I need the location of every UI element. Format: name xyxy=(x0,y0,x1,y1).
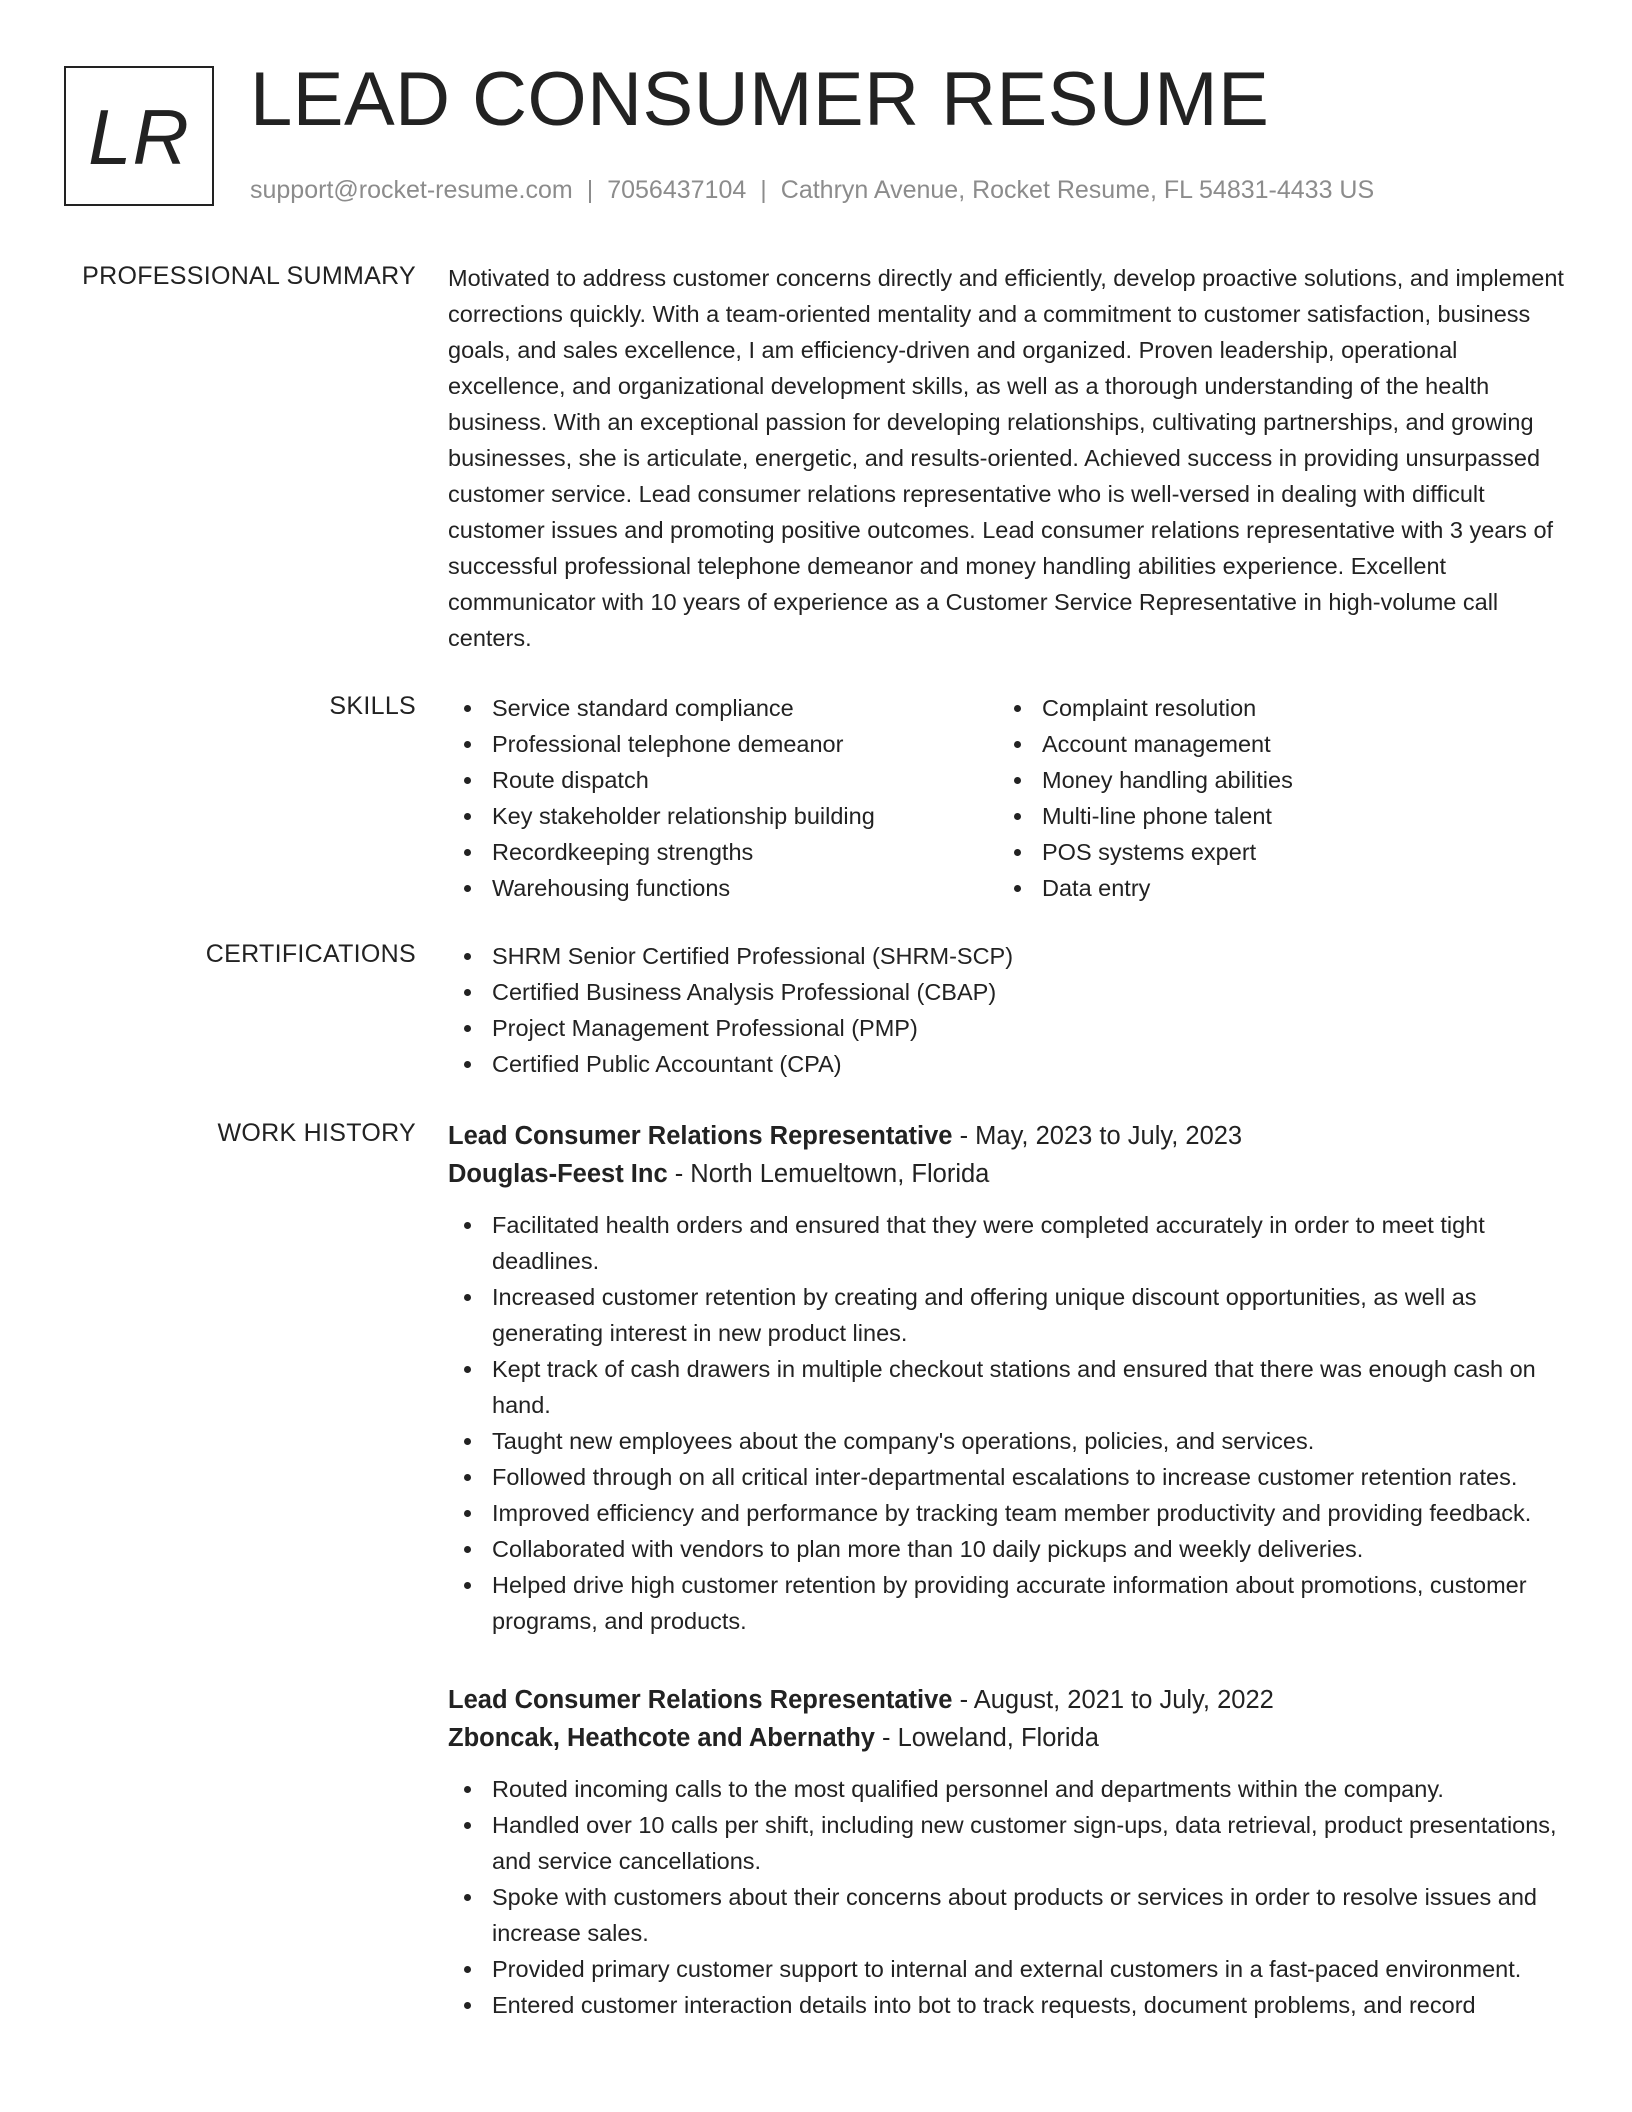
job-title-line xyxy=(448,1117,1566,1155)
skill-item: Professional telephone demeanor xyxy=(448,726,998,762)
job-title: Lead Consumer Relations Representative xyxy=(448,1122,953,1150)
contact-email[interactable]: support@rocket-resume.com xyxy=(250,176,573,204)
contact-line xyxy=(250,174,1374,206)
job-bullet: Improved efficiency and performance by tracking team member productivity and providing feedback. xyxy=(448,1495,1566,1531)
skill-item: Route dispatch xyxy=(448,762,998,798)
monogram-box xyxy=(64,66,214,206)
job-dates: - August, 2021 to July, 2022 xyxy=(952,1686,1274,1714)
skill-item: Data entry xyxy=(998,870,1548,906)
job-entry xyxy=(448,1681,1566,2023)
contact-address: Cathryn Avenue, Rocket Resume, FL 54831-4433 US xyxy=(780,176,1375,204)
monogram-initials: LR xyxy=(88,93,190,181)
skill-item: Complaint resolution xyxy=(998,690,1548,726)
summary-label: PROFESSIONAL SUMMARY xyxy=(82,262,416,290)
job-bullet: Taught new employees about the company's operations, policies, and services. xyxy=(448,1423,1566,1459)
skill-item: POS systems expert xyxy=(998,834,1548,870)
skill-item: Money handling abilities xyxy=(998,762,1548,798)
job-bullet: Kept track of cash drawers in multiple checkout stations and ensured that there was enough cash on hand. xyxy=(448,1351,1566,1423)
job-bullet: Routed incoming calls to the most qualified personnel and departments within the company. xyxy=(448,1771,1566,1807)
job-company: Douglas-Feest Inc xyxy=(448,1160,668,1188)
skill-item: Warehousing functions xyxy=(448,870,998,906)
contact-separator: | xyxy=(586,176,594,204)
job-bullet: Spoke with customers about their concerns about products or services in order to resolve issues and increase sales. xyxy=(448,1879,1566,1951)
contact-separator: | xyxy=(760,176,767,204)
work-history-label: WORK HISTORY xyxy=(217,1119,416,1147)
skills-label: SKILLS xyxy=(329,692,416,720)
certifications-label: CERTIFICATIONS xyxy=(205,940,416,968)
certification-item: SHRM Senior Certified Professional (SHRM-SCP) xyxy=(448,938,1566,974)
job-bullets xyxy=(448,1771,1566,2023)
skills-body xyxy=(448,690,1566,906)
skill-item: Service standard compliance xyxy=(448,690,998,726)
job-company: Zboncak, Heathcote and Abernathy xyxy=(448,1724,875,1752)
job-title: Lead Consumer Relations Representative xyxy=(448,1686,953,1714)
job-bullet: Helped drive high customer retention by providing accurate information about promotions, customer programs, and products. xyxy=(448,1567,1566,1639)
certifications-body xyxy=(448,938,1566,1082)
certification-item: Project Management Professional (PMP) xyxy=(448,1010,1566,1046)
work-history-body xyxy=(448,1117,1566,2065)
certification-item: Certified Business Analysis Professional (CBAP) xyxy=(448,974,1566,1010)
skill-item: Account management xyxy=(998,726,1548,762)
job-dates: - May, 2023 to July, 2023 xyxy=(952,1122,1243,1150)
summary-body xyxy=(448,260,1566,656)
job-location: - Loweland, Florida xyxy=(874,1724,1099,1752)
job-bullet: Collaborated with vendors to plan more than 10 daily pickups and weekly deliveries. xyxy=(448,1531,1566,1567)
job-bullet: Followed through on all critical inter-departmental escalations to increase customer retention rates. xyxy=(448,1459,1566,1495)
skill-item: Recordkeeping strengths xyxy=(448,834,998,870)
job-bullet: Facilitated health orders and ensured that they were completed accurately in order to meet tight deadlines. xyxy=(448,1207,1566,1279)
certifications-list xyxy=(448,938,1566,1082)
job-company-line xyxy=(448,1719,1566,1757)
job-bullet: Entered customer interaction details into bot to track requests, document problems, and record xyxy=(448,1987,1566,2023)
job-location: - North Lemueltown, Florida xyxy=(667,1160,990,1188)
contact-phone[interactable]: 7056437104 xyxy=(607,176,747,204)
job-title-line xyxy=(448,1681,1566,1719)
certification-item: Certified Public Accountant (CPA) xyxy=(448,1046,1566,1082)
job-bullet: Handled over 10 calls per shift, including new customer sign-ups, data retrieval, product presentations, and service cancellations. xyxy=(448,1807,1566,1879)
job-company-line xyxy=(448,1155,1566,1193)
job-bullets xyxy=(448,1207,1566,1639)
skill-item: Multi-line phone talent xyxy=(998,798,1548,834)
job-bullet: Increased customer retention by creating and offering unique discount opportunities, as well as generating interest in new product lines. xyxy=(448,1279,1566,1351)
summary-text: Motivated to address customer concerns directly and efficiently, develop proactive solutions, and implement corrections quickly. With a team-oriented mentality and a commitment to customer satisfaction, business goals, and sales excellence, I am efficiency-driven and organized. Proven leadership, operational excellence, and organizational development skills, as well as a thorough understanding of the health business. With an exceptional passion for developing relationships, cultivating partnerships, and growing businesses, she is articulate, energetic, and results-oriented. Achieved success in providing unsurpassed customer service. Lead consumer relations representative who is well-versed in dealing with difficult customer issues and promoting positive outcomes. Lead consumer relations representative with 3 years of successful professional telephone demeanor and money handling abilities experience. Excellent communicator with 10 years of experience as a Customer Service Representative in high-volume call centers. xyxy=(448,265,1564,651)
skills-list-right xyxy=(998,690,1548,906)
job-entry xyxy=(448,1117,1566,1639)
job-bullet: Provided primary customer support to internal and external customers in a fast-paced environment. xyxy=(448,1951,1566,1987)
skills-list-left xyxy=(448,690,998,906)
resume-title: LEAD CONSUMER RESUME xyxy=(250,57,1270,142)
skill-item: Key stakeholder relationship building xyxy=(448,798,998,834)
